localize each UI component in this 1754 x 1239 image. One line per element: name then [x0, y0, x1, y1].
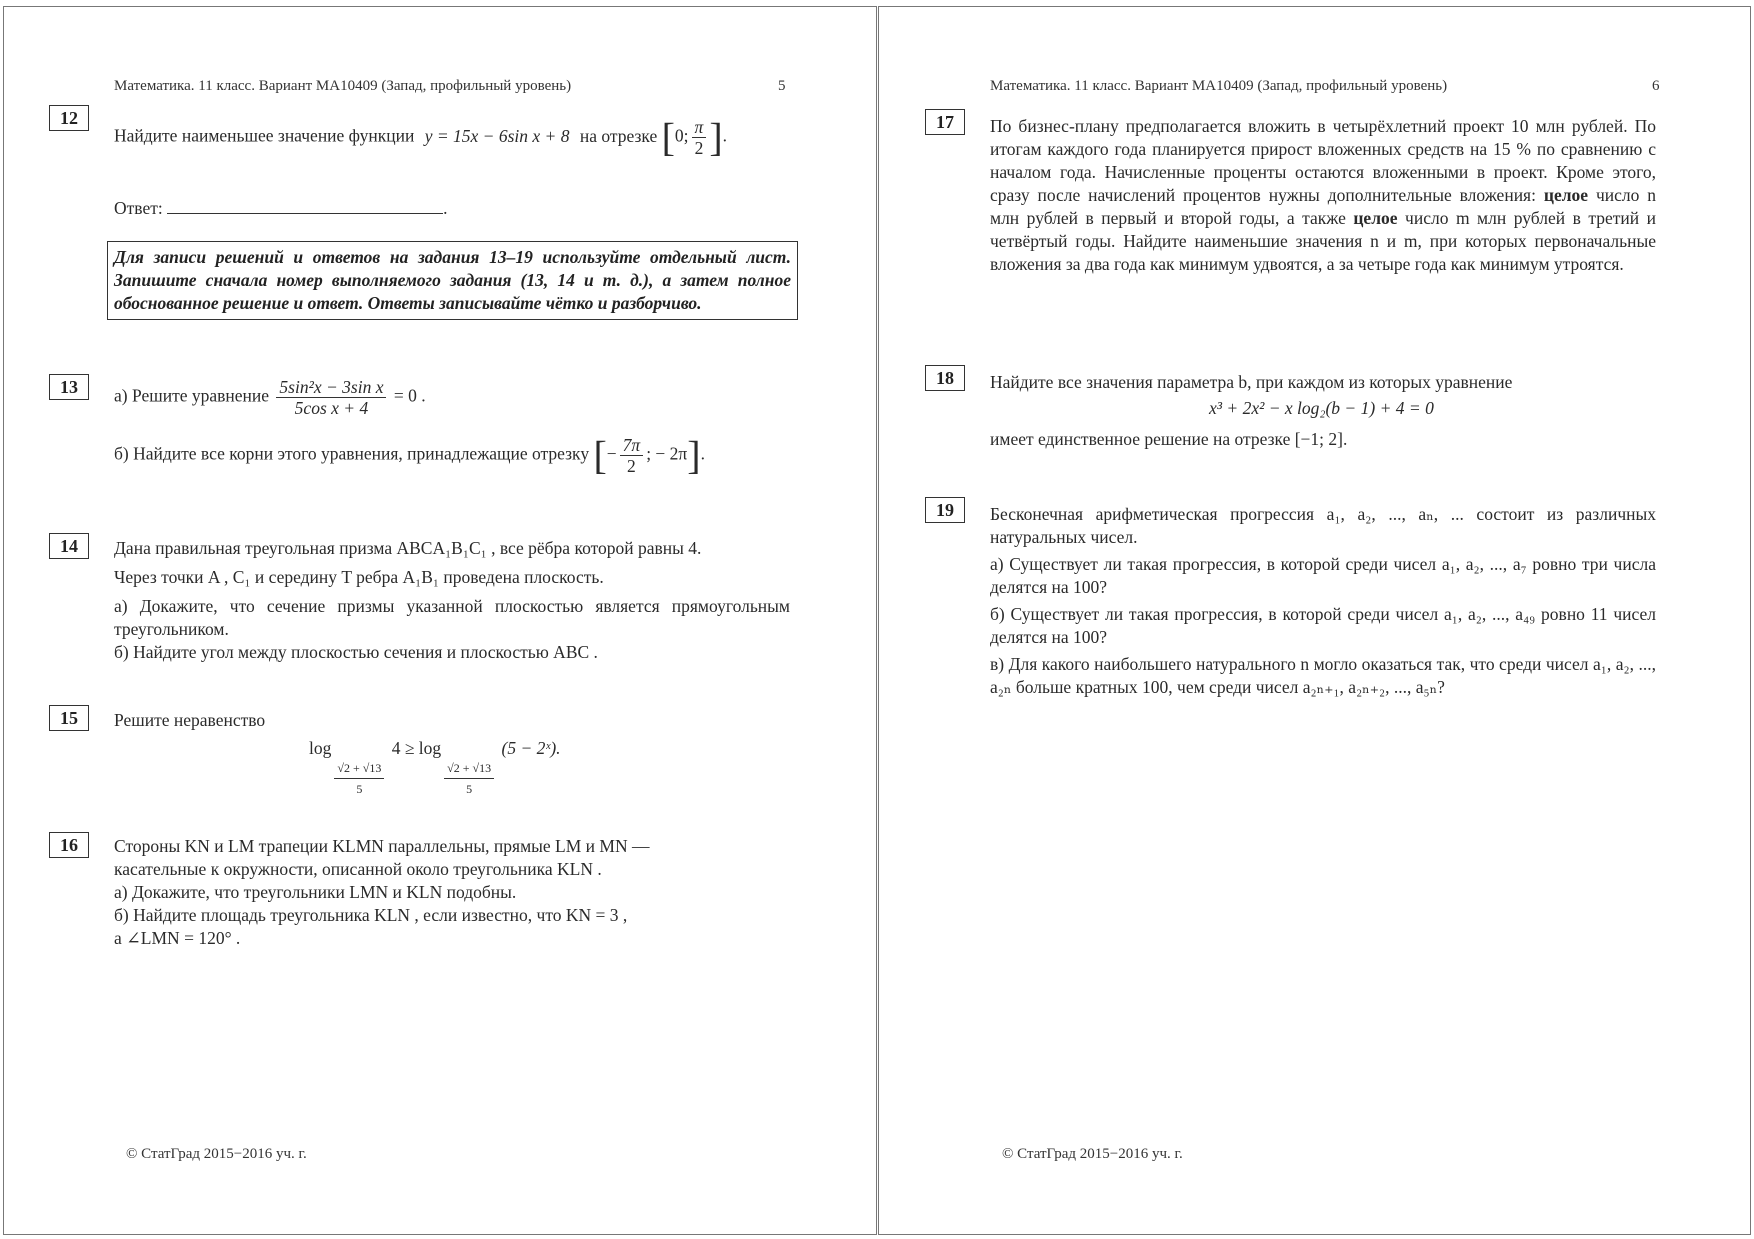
- task-13-denominator: 5cos x + 4: [294, 398, 369, 418]
- task-13-rhs: = 0 .: [393, 385, 426, 406]
- task-12-answer: Ответ: .: [114, 198, 448, 218]
- task-19-part-c: в) Для какого наибольшего натурального n могло оказаться так, что среди чисел a₁, a₂, ..., a₂ₙ больше кратных 100, чем среди чисел a₂ₙ₊₁, a₂ₙ₊₂, ..., a₅ₙ?: [990, 654, 1656, 697]
- task-number-15: 15: [49, 705, 89, 731]
- task-12-interval-left: 0;: [674, 125, 689, 146]
- task-14-part-b: б) Найдите угол между плоскостью сечения и плоскостью ABC .: [114, 642, 598, 662]
- page-footer: © СтатГрад 2015−2016 уч. г.: [126, 1146, 307, 1162]
- task-17-bold-1: целое: [1543, 185, 1589, 205]
- task-17-text-1: По бизнес-плану предполагается вложить в четырёхлетний проект 10 млн рублей. По итогам каждого года планируется прирост вложенных средств на 15 % по сравнению с началом года. Начисленные проценты остаются вложенными в проект. Кроме этого, сразу после начислений процентов нужны дополнительные вложения:: [990, 116, 1656, 205]
- task-19-text: [990, 503, 1656, 699]
- task-19-part-b: б) Существует ли такая прогрессия, в которой среди чисел a₁, a₂, ..., a₄₉ ровно 11 чисел делятся на 100?: [990, 604, 1656, 647]
- task-13-numerator: 5sin²x − 3sin x: [276, 377, 386, 398]
- task-number-16: 16: [49, 832, 89, 858]
- task-15-lhs: 4 ≥ log: [391, 738, 442, 758]
- task-17-text: [990, 115, 1656, 276]
- task-13-seg-num: 7π: [620, 435, 644, 456]
- task-13-part-a: [114, 377, 426, 418]
- task-16-part-b2: а ∠LMN = 120° .: [114, 928, 241, 948]
- task-12-text: Найдите наименьшее значение функции y = 15x − 6sin x + 8 на отрезке [0; $\frac{\pi}{2}$ ].: [114, 114, 728, 160]
- task-15-rhs: (5 − 2ˣ).: [501, 738, 561, 758]
- task-15-text: Решите неравенство: [114, 710, 266, 730]
- task-16-text: [114, 835, 790, 950]
- task-18-equation: x³ + 2x² − x log₂(b − 1) + 4 = 0: [1209, 398, 1434, 418]
- task-12-formula: y = 15x − 6sin x + 8: [424, 125, 570, 146]
- task-number-17: 17: [925, 109, 965, 135]
- task-14-part-a: а) Докажите, что сечение призмы указанной плоскостью является прямоугольным треугольником.: [114, 596, 790, 639]
- task-15-base-num: √2 + √13: [334, 758, 384, 779]
- task-18-line1: Найдите все значения параметра b, при каждом из которых уравнение: [990, 372, 1513, 392]
- task-12-interval-den: 2: [694, 138, 704, 158]
- page-left: [3, 6, 877, 1235]
- task-number-13: 13: [49, 374, 89, 400]
- task-13-seg-right: ; − 2π: [646, 443, 688, 464]
- task-number-14: 14: [49, 533, 89, 559]
- task-12-on-segment: на отрезке: [579, 125, 658, 146]
- page-header: Математика. 11 класс. Вариант МА10409 (Запад, профильный уровень): [114, 78, 572, 94]
- page-number: 5: [778, 78, 786, 94]
- task-14-text: [114, 537, 790, 664]
- task-17-text-3: число m млн рублей в третий и четвёртый годы. Найдите наименьшие значения n и m, при которых первоначальные вложения за два года как минимум удвоятся, а за четыре года как минимум утроятся.: [990, 208, 1656, 274]
- page-header: Математика. 11 класс. Вариант МА10409 (Запад, профильный уровень): [990, 78, 1448, 94]
- task-16-line2: касательные к окружности, описанной около треугольника KLN .: [114, 859, 602, 879]
- task-16-part-b: б) Найдите площадь треугольника KLN , если известно, что KN = 3 ,: [114, 905, 628, 925]
- task-16-part-a: а) Докажите, что треугольники LMN и KLN подобны.: [114, 882, 517, 902]
- task-14-line1: Дана правильная треугольная призма ABCA₁B₁C₁ , все рёбра которой равны 4.: [114, 538, 702, 558]
- page-right: [878, 6, 1751, 1235]
- task-17-text-2: число n млн рублей в первый и второй годы, а также: [990, 185, 1656, 228]
- task-13-part-b: б) Найдите все корни этого уравнения, принадлежащие отрезку [− $\frac{7\pi}{2}$ ; − 2π].: [114, 432, 705, 478]
- task-number-19: 19: [925, 497, 965, 523]
- task-17-bold-2: целое: [1353, 208, 1398, 228]
- task-19-intro: Бесконечная арифметическая прогрессия a₁, a₂, ..., aₙ, ... состоит из различных натуральных чисел.: [990, 504, 1656, 547]
- task-13-part-b-label: б) Найдите все корни этого уравнения, принадлежащие отрезку: [114, 443, 590, 464]
- page-number: 6: [1652, 78, 1660, 94]
- task-15-base-den: 5: [356, 782, 363, 796]
- task-13-seg-den: 2: [627, 456, 636, 476]
- answer-line[interactable]: [167, 197, 443, 214]
- task-number-12: 12: [49, 105, 89, 131]
- task-number-18: 18: [925, 365, 965, 391]
- task-14-line2: Через точки A , C₁ и середину T ребра A₁B₁ проведена плоскость.: [114, 567, 604, 587]
- task-19-part-a: а) Существует ли такая прогрессия, в которой среди чисел a₁, a₂, ..., a₇ ровно три числа делятся на 100?: [990, 554, 1656, 597]
- task-12-interval-num: π: [692, 117, 707, 138]
- task-18-line2: имеет единственное решение на отрезке [−1; 2].: [990, 429, 1348, 449]
- task-15-inequality: log $\frac{√2 + √13}{5}$ 4 ≥ log $\frac{√2 + √13}{5}$ (5 − 2ˣ).: [309, 737, 561, 799]
- task-13-part-a-label: а) Решите уравнение: [114, 385, 270, 406]
- answer-label: Ответ:: [114, 198, 163, 218]
- page-footer: © СтатГрад 2015−2016 уч. г.: [1002, 1146, 1183, 1162]
- task-16-line1: Стороны KN и LM трапеции KLMN параллельны, прямые LM и MN —: [114, 836, 650, 856]
- notice-box: Для записи решений и ответов на задания 13–19 используйте отдельный лист. Запишите сначала номер выполняемого задания (13, 14 и т. д.), а затем полное обоснованное решение и ответ. Ответы записывайте чётко и разборчиво.: [107, 241, 798, 320]
- task-12-prompt: Найдите наименьшее значение функции: [114, 125, 415, 146]
